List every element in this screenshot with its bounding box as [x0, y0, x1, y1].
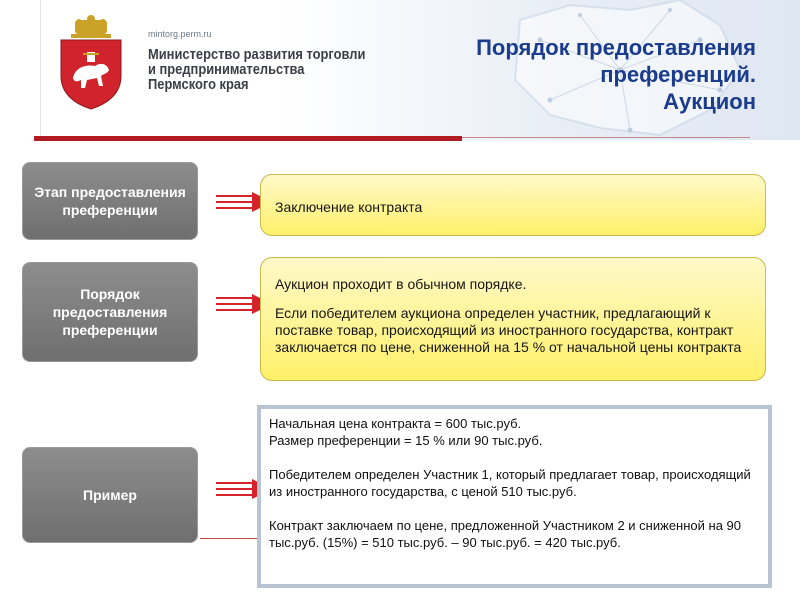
ministry-line: Министерство развития торговли [148, 46, 366, 63]
header-rule-red [34, 136, 462, 141]
procedure-label-box [22, 262, 198, 362]
procedure-paragraph: Аукцион проходит в обычном порядке. [275, 276, 527, 292]
example-line: Размер преференции = 15 % или 90 тыс.руб. [269, 433, 543, 448]
title-line: Порядок предоставления [476, 35, 756, 60]
header-divider [40, 0, 41, 136]
header-rule-thin [462, 137, 750, 138]
example-line: Контракт заключаем по цене, предложенной Участником 2 и сниженной на 90 тыс.руб. (15%) = 510 тыс.руб. – 90 тыс.руб. = 420 тыс.руб. [269, 518, 741, 550]
example-label-box [22, 447, 198, 543]
coat-of-arms-icon [57, 14, 125, 110]
ministry-name [148, 47, 365, 92]
site-url: mintorg.perm.ru [148, 29, 212, 39]
stage-label-box [22, 162, 198, 240]
example-label: Пример [83, 487, 137, 503]
procedure-value-box [260, 257, 766, 381]
example-line: Начальная цена контракта = 600 тыс.руб. [269, 416, 522, 431]
page-title [476, 34, 756, 115]
procedure-label: Порядок предоставления преференции [52, 286, 168, 338]
stage-value-box [260, 174, 766, 236]
example-box [257, 405, 772, 588]
example-line: Победителем определен Участник 1, который предлагает товар, происходящий из иностранного государства, с ценой 510 тыс.руб. [269, 467, 751, 499]
stage-label: Этап предоставления преференции [34, 184, 186, 218]
title-line: Аукцион [663, 89, 756, 114]
title-line: преференций. [600, 62, 756, 87]
ministry-line: и предпринимательства [148, 61, 305, 78]
connector-line [200, 538, 258, 539]
stage-value: Заключение контракта [275, 199, 423, 215]
procedure-paragraph: Если победителем аукциона определен участник, предлагающий к поставке товар, происходящий из иностранного государства, контракт заключается по цене, сниженной на 15 % от начальной цены контракта [275, 305, 742, 355]
ministry-line: Пермского края [148, 76, 249, 93]
